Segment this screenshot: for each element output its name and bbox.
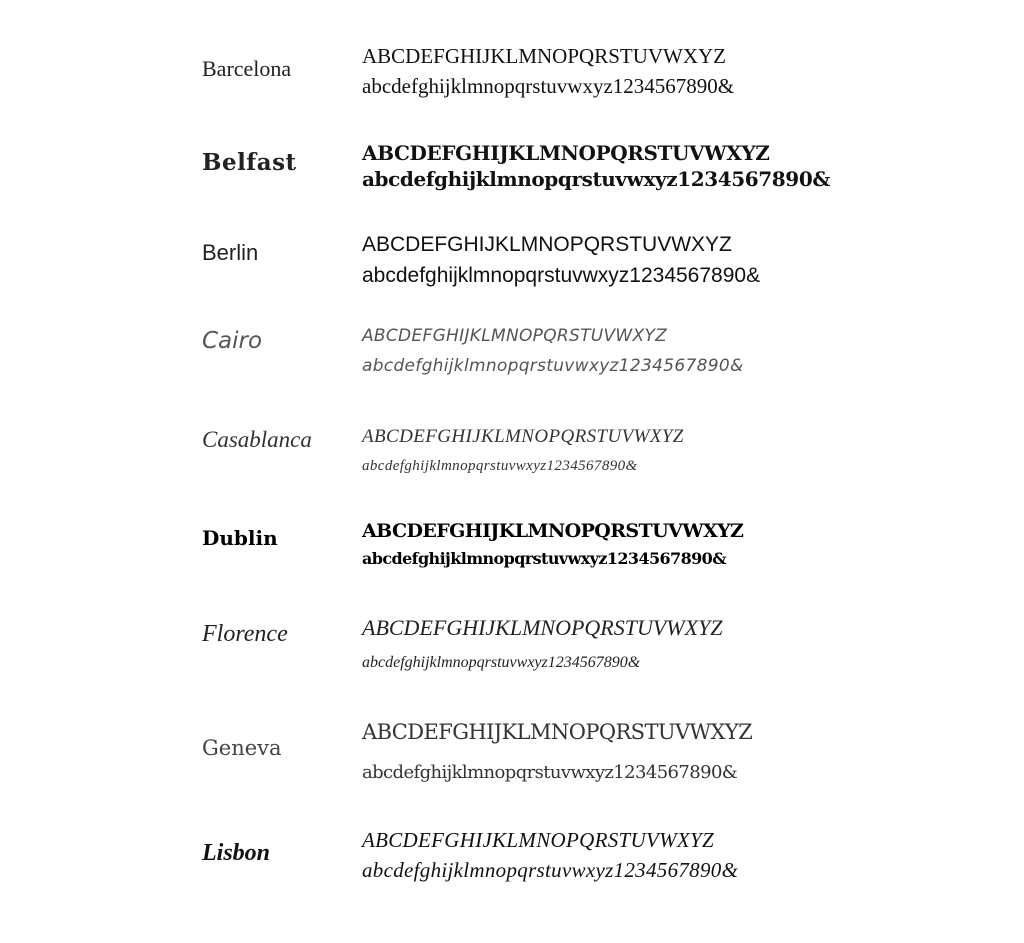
font-name: Florence [202, 621, 288, 647]
font-name: Casablanca [202, 427, 312, 452]
lowercase-sample: abcdefghijklmnopqrstuvwxyz1234567890& [362, 264, 761, 287]
lowercase-sample: abcdefghijklmnopqrstuvwxyz1234567890& [362, 458, 638, 474]
uppercase-sample: ABCDEFGHIJKLMNOPQRSTUVWXYZ [362, 233, 732, 256]
lowercase-sample: abcdefghijklmnopqrstuvwxyz1234567890& [362, 167, 830, 191]
uppercase-sample: ABCDEFGHIJKLMNOPQRSTUVWXYZ [362, 615, 723, 640]
font-name: Dublin [202, 526, 278, 550]
lowercase-sample: abcdefghijklmnopqrstuvwxyz1234567890& [362, 74, 735, 98]
uppercase-sample: ABCDEFGHIJKLMNOPQRSTUVWXYZ [362, 326, 668, 346]
lowercase-sample: abcdefghijklmnopqrstuvwxyz1234567890& [362, 549, 727, 568]
font-name: Cairo [202, 328, 263, 354]
font-name: Lisbon [202, 840, 271, 866]
lowercase-sample: abcdefghijklmnopqrstuvwxyz1234567890& [362, 654, 641, 671]
uppercase-sample: ABCDEFGHIJKLMNOPQRSTUVWXYZ [362, 520, 744, 542]
uppercase-sample: ABCDEFGHIJKLMNOPQRSTUVWXYZ [362, 720, 753, 744]
font-name: Berlin [202, 240, 259, 265]
lowercase-sample: abcdefghijklmnopqrstuvwxyz1234567890& [362, 858, 739, 882]
lowercase-sample: abcdefghijklmnopqrstuvwxyz1234567890& [362, 762, 738, 783]
font-name: Geneva [202, 736, 282, 760]
uppercase-sample: ABCDEFGHIJKLMNOPQRSTUVWXYZ [362, 828, 714, 852]
lowercase-sample: abcdefghijklmnopqrstuvwxyz1234567890& [362, 356, 744, 376]
font-name: Belfast [202, 149, 297, 176]
uppercase-sample: ABCDEFGHIJKLMNOPQRSTUVWXYZ [362, 141, 770, 165]
font-name: Barcelona [202, 56, 292, 81]
uppercase-sample: ABCDEFGHIJKLMNOPQRSTUVWXYZ [362, 426, 684, 447]
uppercase-sample: ABCDEFGHIJKLMNOPQRSTUVWXYZ [362, 44, 727, 68]
